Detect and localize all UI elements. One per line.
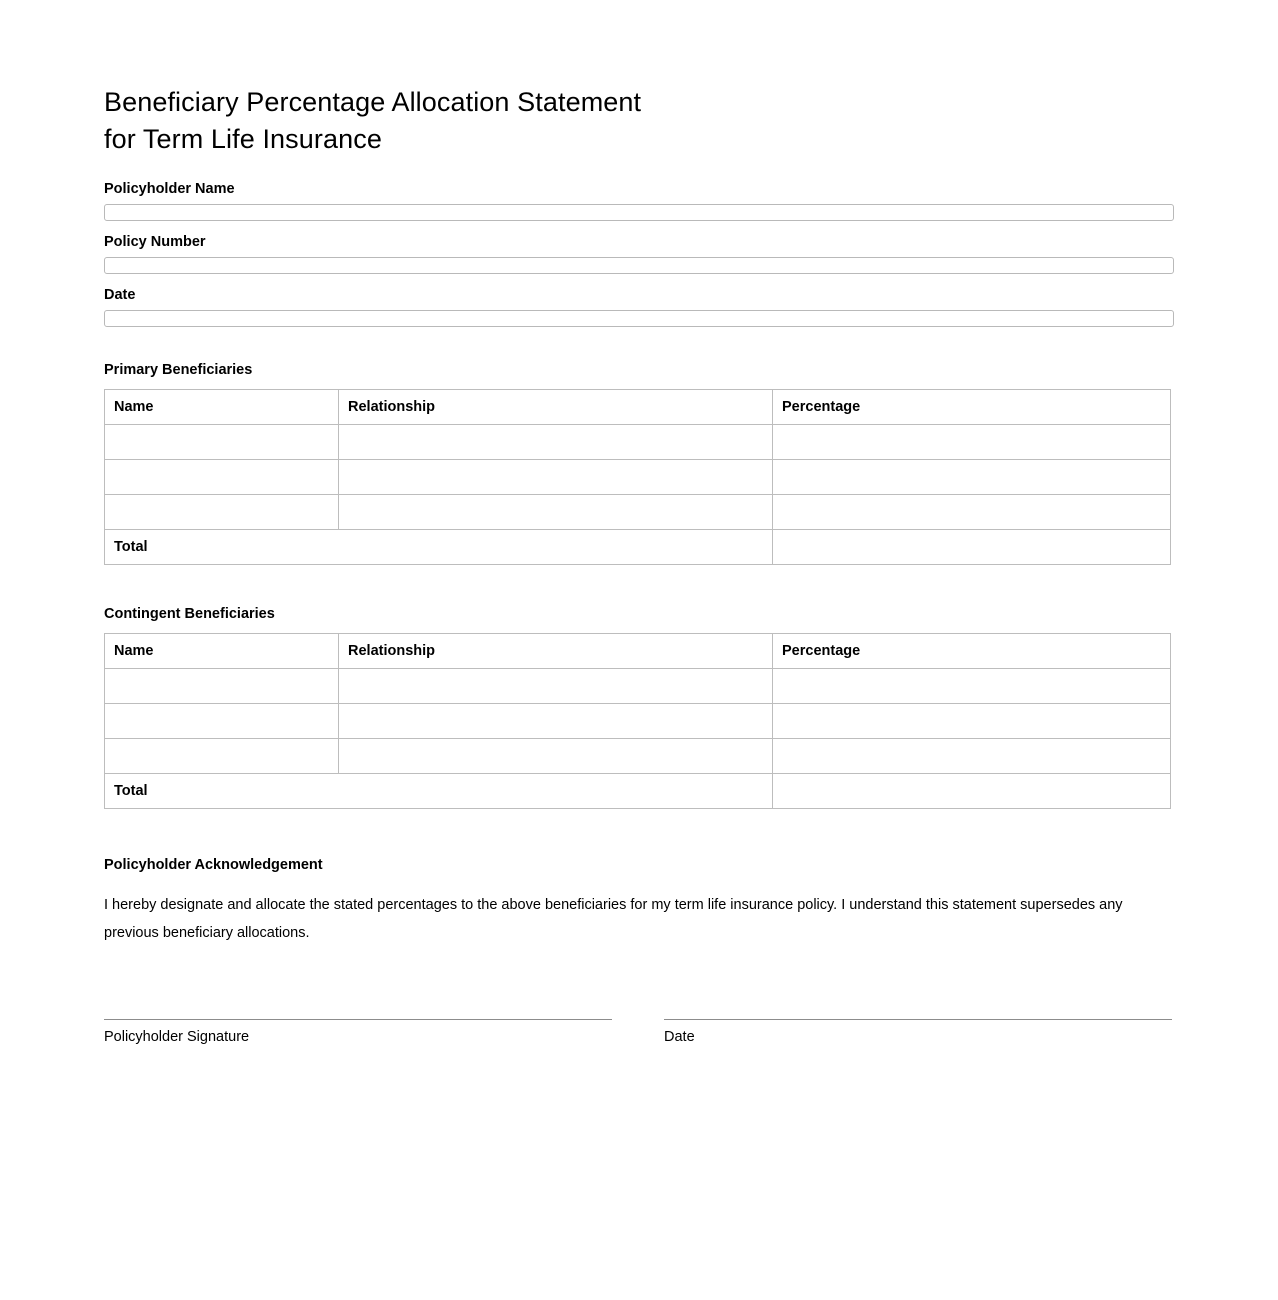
signature-field (104, 1019, 612, 1046)
cell-name[interactable] (105, 669, 339, 704)
primary-beneficiaries-table (104, 389, 1171, 565)
column-header-name: Name (105, 390, 339, 425)
section-label-primary-beneficiaries: Primary Beneficiaries (104, 362, 253, 378)
cell-percentage[interactable] (773, 495, 1171, 530)
table-row[interactable] (105, 739, 1171, 774)
acknowledgement-section (104, 857, 1174, 947)
total-label-primary: Total (105, 530, 773, 565)
column-header-relationship: Relationship (339, 634, 773, 669)
cell-percentage[interactable] (773, 460, 1171, 495)
signature-row (104, 1019, 1174, 1046)
cell-relationship[interactable] (339, 669, 773, 704)
cell-relationship[interactable] (339, 425, 773, 460)
contingent-beneficiaries-table (104, 633, 1171, 809)
date-input[interactable] (104, 310, 1174, 327)
cell-name[interactable] (105, 425, 339, 460)
table-total-row (105, 530, 1171, 565)
table-row[interactable] (105, 704, 1171, 739)
field-policyholder-name (104, 180, 1174, 221)
cell-relationship[interactable] (339, 739, 773, 774)
table-total-row (105, 774, 1171, 809)
cell-percentage[interactable] (773, 704, 1171, 739)
table-row[interactable] (105, 460, 1171, 495)
acknowledgement-text: I hereby designate and allocate the stated percentages to the above beneficiaries for my term life insurance policy. I understand this statement supersedes any previous beneficiary allocations. (104, 897, 1123, 941)
cell-relationship[interactable] (339, 460, 773, 495)
cell-name[interactable] (105, 495, 339, 530)
table-header-row (105, 634, 1171, 669)
total-value-contingent[interactable] (773, 774, 1171, 809)
page-title-line-2: for Term Life Insurance (104, 124, 382, 154)
cell-relationship[interactable] (339, 704, 773, 739)
page-title (104, 84, 1174, 158)
cell-relationship[interactable] (339, 495, 773, 530)
column-header-relationship: Relationship (339, 390, 773, 425)
signature-caption: Policyholder Signature (104, 1029, 250, 1045)
table-row[interactable] (105, 495, 1171, 530)
policy-number-input[interactable] (104, 257, 1174, 274)
table-row[interactable] (105, 425, 1171, 460)
cell-percentage[interactable] (773, 739, 1171, 774)
page-title-line-1: Beneficiary Percentage Allocation Statement (104, 87, 642, 117)
policyholder-name-input[interactable] (104, 204, 1174, 221)
contingent-beneficiaries-section (104, 605, 1174, 809)
cell-percentage[interactable] (773, 425, 1171, 460)
field-label-policyholder-name: Policyholder Name (104, 181, 235, 197)
table-row[interactable] (105, 669, 1171, 704)
section-label-contingent-beneficiaries: Contingent Beneficiaries (104, 606, 275, 622)
acknowledgement-title: Policyholder Acknowledgement (104, 857, 323, 873)
column-header-name: Name (105, 634, 339, 669)
cell-percentage[interactable] (773, 669, 1171, 704)
signature-date-caption: Date (664, 1029, 695, 1045)
field-label-date: Date (104, 287, 136, 303)
field-policy-number (104, 233, 1174, 274)
total-value-primary[interactable] (773, 530, 1171, 565)
cell-name[interactable] (105, 739, 339, 774)
cell-name[interactable] (105, 704, 339, 739)
field-label-policy-number: Policy Number (104, 234, 206, 250)
signature-date-field (664, 1019, 1172, 1046)
column-header-percentage: Percentage (773, 390, 1171, 425)
field-date (104, 286, 1174, 327)
column-header-percentage: Percentage (773, 634, 1171, 669)
cell-name[interactable] (105, 460, 339, 495)
table-header-row (105, 390, 1171, 425)
total-label-contingent: Total (105, 774, 773, 809)
primary-beneficiaries-section (104, 361, 1174, 565)
